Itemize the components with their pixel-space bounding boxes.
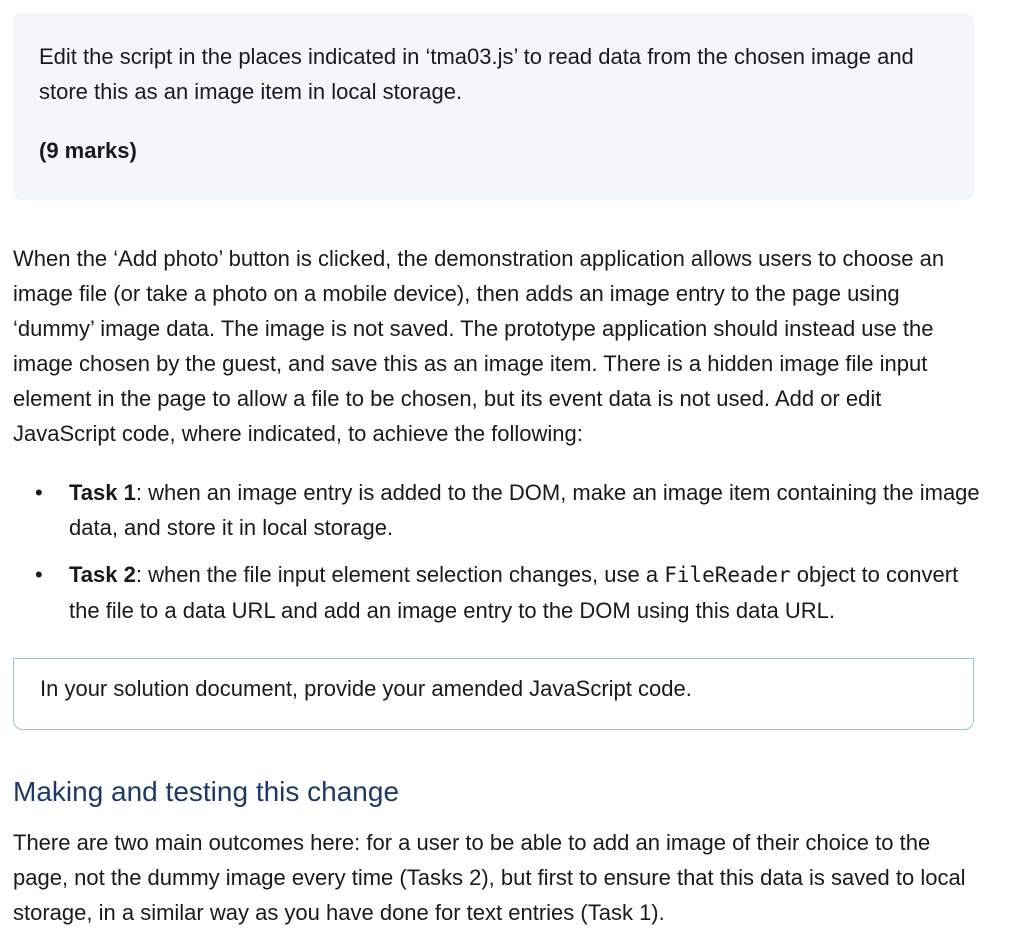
bullet-icon: • [35,562,43,587]
section-paragraph: There are two main outcomes here: for a user to be able to add an image of their choice to the page, not the dummy image every time (Tasks 2), but first to ensure that this data is saved to local storage, in a similar way as you have done for text entries (Task 1). [13,830,966,925]
solution-info-box [13,658,974,730]
bullet-icon: • [35,480,43,505]
task-2-label: Task 2 [69,562,136,587]
task-1-label: Task 1 [69,480,136,505]
task-instruction-text: Edit the script in the places indicated in ‘tma03.js’ to read data from the chosen image and store this as an image item in local storage. [39,44,914,104]
task-2-text-before: : when the file input element selection changes, use a [135,562,665,587]
task-marks: (9 marks) [39,138,137,163]
task-2-text-after: object to convert the file to a data URL and add an image entry to the DOM using this data URL. [69,562,959,623]
section-heading: Making and testing this change [13,776,400,807]
list-item-task-2 [13,557,983,628]
intro-paragraph: When the ‘Add photo’ button is clicked, the demonstration application allows users to choose an image file (or take a photo on a mobile device), then adds an image entry to the page using ‘dummy’ image data. The image is not saved. The prototype application should instead use the image chosen by the guest, and save this as an image item. There is a hidden image file input element in the page to allow a file to be chosen, but its event data is not used. Add or edit JavaScript code, where indicated, to achieve the following: [13,246,945,446]
solution-info-text: In your solution document, provide your amended JavaScript code. [40,676,692,701]
filereader-code: FileReader [664,563,791,587]
task-instruction-box [13,13,974,200]
task-list [13,475,983,640]
list-item-task-1 [13,475,983,545]
task-1-text: : when an image entry is added to the DOM, make an image item containing the image data, and store it in local storage. [69,480,980,540]
